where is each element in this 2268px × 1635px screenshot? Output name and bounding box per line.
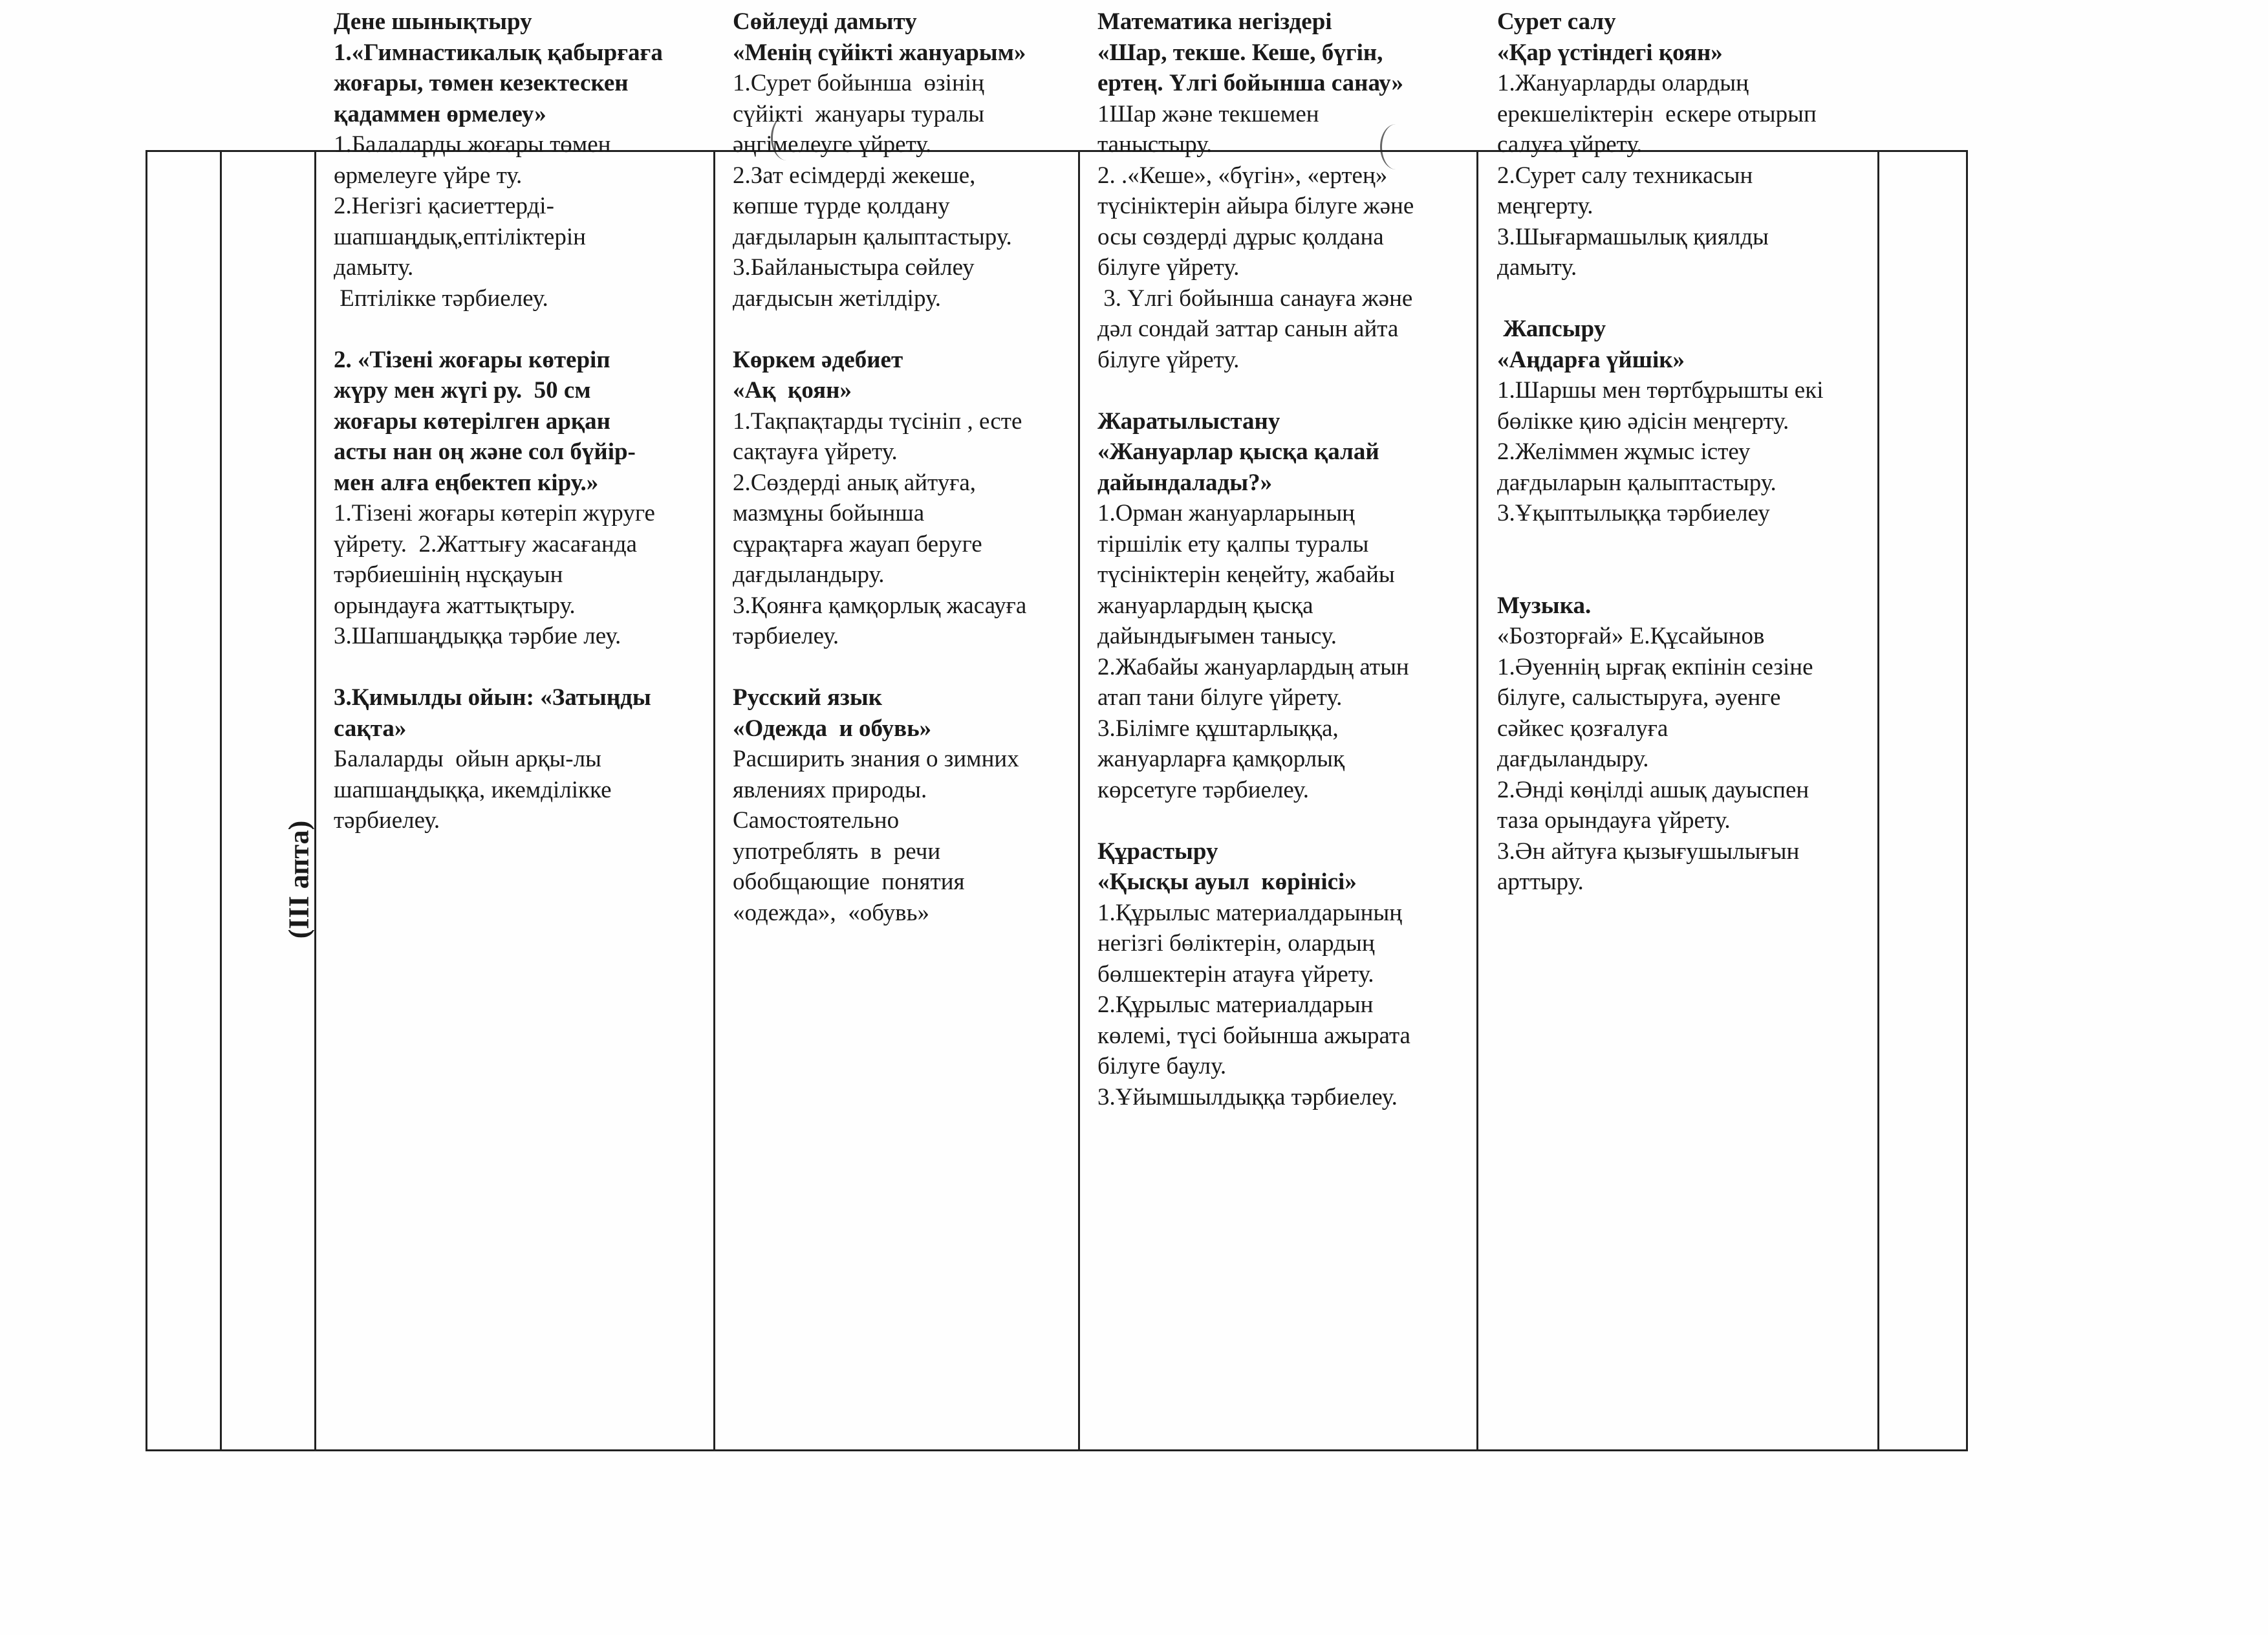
text-line: таныстыру. (1097, 131, 1213, 158)
blank-line (733, 314, 1083, 345)
text-line: негізгі бөліктерін, олардың (1097, 930, 1375, 957)
blank-line (1497, 529, 1884, 560)
blank-line (733, 652, 1083, 683)
text-line: дағдысын жетілдіру. (733, 285, 942, 312)
blank-line (334, 314, 719, 345)
text-line: 3.Байланыстыра сөйлеу (733, 254, 975, 281)
text-line: тәрбиелеу. (334, 807, 440, 834)
text-line: 3. Үлгі бойынша санауға және (1097, 285, 1413, 312)
text-line: явлениях природы. (733, 776, 927, 803)
heading-line: «Аңдарға үйшік» (1497, 346, 1685, 373)
heading-line: жоғары көтерілген арқан (334, 407, 610, 435)
text-line: сәйкес қозғалуға (1497, 715, 1669, 742)
text-line: білуге, салыстыруға, әуенге (1497, 684, 1781, 711)
heading-line: жоғары, төмен кезектескен (334, 70, 629, 96)
text-line: тіршілік ету қалпы туралы (1097, 530, 1369, 558)
text-line: 2.Жабайы жануарлардың атын (1097, 653, 1409, 680)
heading-line: Музыка. (1497, 592, 1592, 619)
heading-line: «Шар, текше. Кеше, бүгін, (1097, 39, 1383, 66)
heading-line: «Ақ қоян» (733, 377, 852, 404)
text-line: 3.Қоянға қамқорлық жасауға (733, 592, 1027, 619)
text-line: 2.Әнді көңілді ашық дауыспен (1497, 776, 1809, 803)
heading-line: «Қысқы ауыл көрінісі» (1097, 869, 1357, 895)
heading-line: «Қар үстіндегі қоян» (1497, 39, 1723, 66)
column-math-nature-construction (1092, 6, 1488, 1112)
heading-line: 2. «Тізені жоғары көтеріп (334, 346, 610, 373)
text-line: дағдыларын қалыптастыру. (1497, 469, 1777, 496)
text-line: арттыру. (1497, 869, 1584, 895)
heading-line: Жапсыру (1497, 316, 1606, 342)
text-line: түсініктерін кеңейту, жабайы (1097, 561, 1395, 588)
text-line: 1.Әуеннің ырғақ екпінін сезіне (1497, 653, 1813, 680)
text-line: 3.Ұқыптылыққа тәрбиелеу (1497, 500, 1770, 526)
text-line: 1.Құрылыс материалдарының (1097, 899, 1403, 926)
text-line: тәрбиешінің нұсқауын (334, 561, 563, 588)
text-line: дамыту. (334, 254, 414, 281)
text-line: осы сөздерді дұрыс қолдана (1097, 223, 1384, 250)
text-line: Самостоятельно (733, 807, 900, 834)
text-line: таза орындауға үйрету. (1497, 807, 1731, 834)
blank-line (1097, 805, 1483, 836)
text-line: 3.Ән айтуға қызығушылығын (1497, 838, 1800, 865)
heading-line: Көркем әдебиет (733, 346, 903, 373)
text-line: 2.Негізгі қасиеттерді- (334, 193, 554, 219)
column-divider (314, 152, 316, 1449)
heading-line: Құрастыру (1097, 838, 1218, 865)
text-line: 2. .«Кеше», «бүгін», «ертең» (1097, 162, 1388, 189)
heading-line: «Менің сүйікті жануарым» (733, 39, 1026, 66)
heading-line: қадаммен өрмелеу» (334, 100, 546, 127)
text-line: 2.Сурет салу техникасын (1497, 162, 1753, 189)
text-line: түсініктерін айыра білуге және (1097, 193, 1414, 219)
text-line: бөлікке қию әдісін меңгерту. (1497, 407, 1789, 435)
text-line: шапшаңдыққа, икемділікке (334, 776, 612, 803)
heading-line: Жаратылыстану (1097, 407, 1280, 435)
heading-line: Математика негіздері (1097, 8, 1332, 35)
text-line: көпше түрде қолдану (733, 193, 950, 219)
text-line: әңгімелеуге үйрету. (733, 131, 932, 158)
heading-line: «Жануарлар қысқа қалай (1097, 439, 1379, 465)
text-line: бөлшектерін атауға үйрету. (1097, 960, 1374, 988)
blank-line (1497, 283, 1884, 314)
column-physical-education (329, 6, 724, 836)
heading-line: 3.Қимылды ойын: «Затыңды (334, 684, 651, 711)
text-line: 3.Білімге құштарлыққа, (1097, 715, 1339, 742)
text-line: дәл сондай заттар санын айта (1097, 316, 1399, 342)
column-divider (220, 152, 222, 1449)
text-line: дайындығымен танысу. (1097, 623, 1337, 649)
heading-line: Дене шынықтыру (334, 8, 532, 35)
heading-line: 1.«Гимнастикалық қабырғаға (334, 39, 663, 66)
text-line: обобщающие понятия (733, 869, 965, 895)
text-line: 1.Сурет бойынша өзінің (733, 70, 984, 96)
text-line: 3.Шапшаңдыққа тәрбие леу. (334, 623, 621, 649)
blank-line (1097, 375, 1483, 406)
column-speech-literature-russian (728, 6, 1088, 928)
heading-line: дайындалады?» (1097, 469, 1273, 496)
text-line: 1.Тізені жоғары көтеріп жүруге (334, 500, 655, 526)
text-line: өрмелеуге үйре ту. (334, 162, 523, 189)
text-line: сүйікті жануары туралы (733, 100, 985, 127)
heading-line: «Одежда и обувь» (733, 715, 932, 742)
text-line: көлемі, түсі бойынша ажырата (1097, 1022, 1410, 1049)
text-line: орындауға жаттықтыру. (334, 592, 576, 619)
text-line: 1.Тақпақтарды түсініп , есте (733, 407, 1022, 435)
text-line: сұрақтарға жауап беруге (733, 530, 982, 558)
heading-line: мен алға еңбектеп кіру.» (334, 469, 599, 496)
column-drawing-applique-music (1492, 6, 1889, 898)
text-line: атап тани білуге үйрету. (1097, 684, 1343, 711)
text-line: 1.Шаршы мен төртбұрышты екі (1497, 377, 1824, 404)
blank-line (1497, 559, 1884, 590)
text-line: білуге үйрету. (1097, 254, 1240, 281)
text-line: дағдыларын қалыптастыру. (733, 223, 1012, 250)
text-line: дағдыландыру. (1497, 746, 1649, 772)
text-line: мазмұны бойынша (733, 500, 925, 526)
text-line: жануарларға қамқорлық (1097, 746, 1345, 772)
text-line: Ептілікке тәрбиелеу. (334, 285, 548, 312)
heading-line: сақта» (334, 715, 407, 742)
text-line: үйрету. 2.Жаттығу жасағанда (334, 530, 637, 558)
heading-line: Сурет салу (1497, 8, 1616, 35)
week-label-cell (279, 820, 318, 939)
text-line: шапшаңдық,ептіліктерін (334, 223, 586, 250)
text-line: сақтауға үйрету. (733, 439, 898, 465)
text-line: меңгерту. (1497, 193, 1593, 219)
text-line: 3.Ұйымшылдыққа тәрбиелеу. (1097, 1083, 1398, 1110)
text-line: употреблять в речи (733, 838, 941, 865)
text-line: 2.Құрылыс материалдарын (1097, 991, 1374, 1018)
text-line: салуға үйрету. (1497, 131, 1643, 158)
text-line: білуге баулу. (1097, 1053, 1227, 1079)
text-line: «Бозторғай» Е.Құсайынов (1497, 623, 1765, 649)
text-line: 1.Орман жануарларының (1097, 500, 1355, 526)
text-line: 2.Сөздерді анық айтуға, (733, 469, 977, 496)
text-line: тәрбиелеу. (733, 623, 839, 649)
text-line: 2.Желіммен жұмыс істеу (1497, 439, 1751, 465)
heading-line: Сөйлеуді дамыту (733, 8, 917, 35)
text-line: көрсетуге тәрбиелеу. (1097, 776, 1309, 803)
text-line: жануарлардың қысқа (1097, 592, 1313, 619)
text-line: дағдыландыру. (733, 561, 885, 588)
text-line: «одежда», «обувь» (733, 899, 930, 926)
week-label: (III апта) (283, 820, 315, 939)
text-line: Балаларды ойын арқы-лы (334, 746, 601, 772)
heading-line: ертең. Үлгі бойынша санау» (1097, 70, 1403, 96)
text-line: Расширить знания о зимних (733, 746, 1019, 772)
text-line: ерекшеліктерін ескере отырып (1497, 100, 1817, 127)
heading-line: Русский язык (733, 684, 883, 711)
heading-line: асты нан оң және сол бүйір- (334, 439, 636, 465)
heading-line: жүру мен жүгі ру. 50 см (334, 377, 591, 404)
text-line: білуге үйрету. (1097, 346, 1240, 373)
text-line: дамыту. (1497, 254, 1577, 281)
text-line: 1.Балаларды жоғары төмен (334, 131, 611, 158)
text-line: 1.Жануарларды олардың (1497, 70, 1749, 96)
blank-line (334, 652, 719, 683)
text-line: 2.Зат есімдерді жекеше, (733, 162, 976, 189)
text-line: 1Шар және текшемен (1097, 100, 1319, 127)
text-line: 3.Шығармашылық қиялды (1497, 223, 1769, 250)
